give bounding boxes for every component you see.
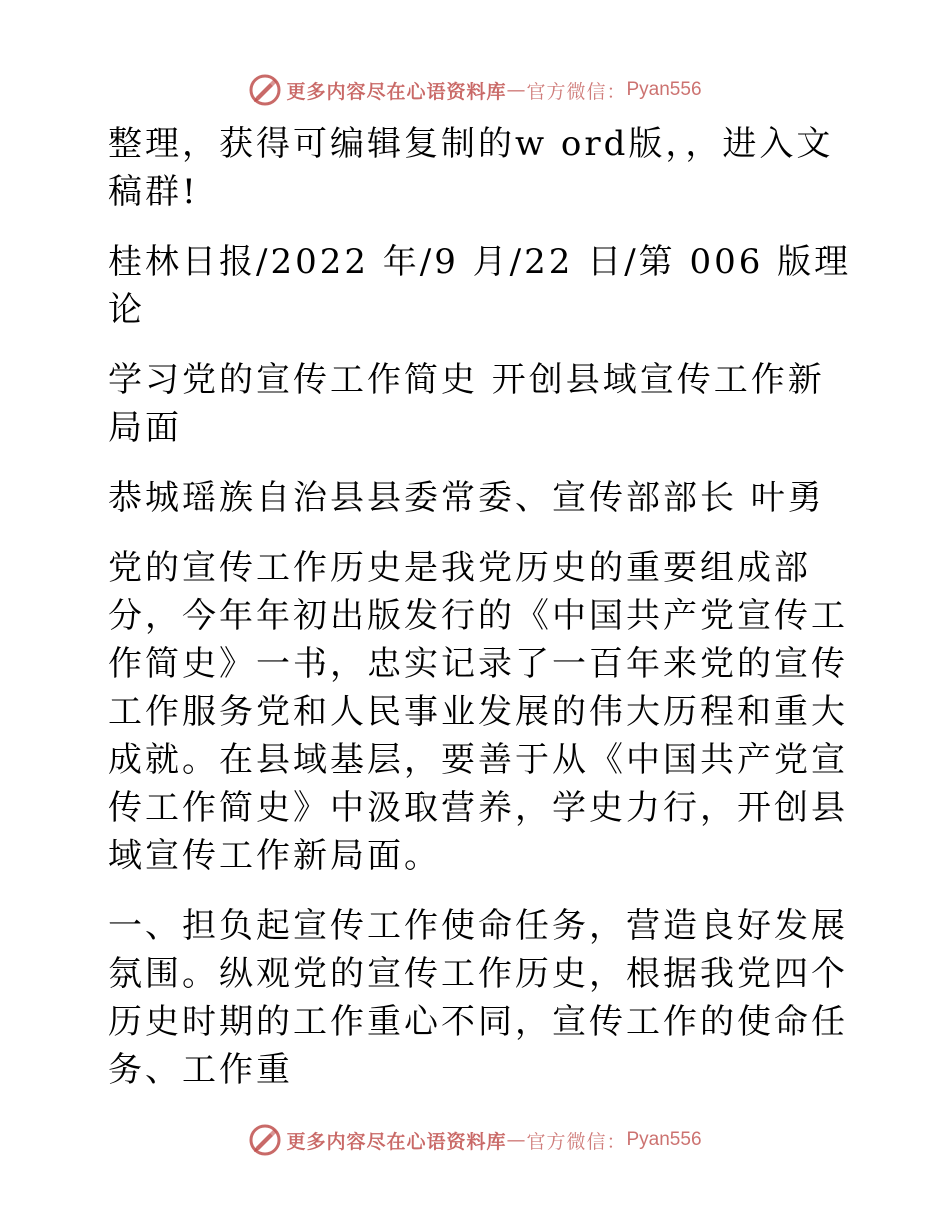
article-title: 学习党的宣传工作简史 开创县域宣传工作新局面 [108,360,825,448]
banner-separator: — [506,79,527,101]
banner-wechat-label: 官方微信： [526,1130,627,1153]
banner-wechat-label: 官方微信： [526,80,627,103]
document-body [96,120,856,1116]
paragraph-section-one: 一、担负起宣传工作使命任务，营造良好发展氛围。纵观党的宣传工作历史，根据我党四个历史时期的工作重心不同，宣传工作的使命任务、工作重 [108,906,848,1090]
intro-line: 整理，获得可编辑复制的w ord版，，进入文稿群! [108,124,834,212]
banner-main-text: 更多内容尽在心语资料库 [286,80,507,103]
banner-main-text: 更多内容尽在心语资料库 [286,1130,507,1153]
paragraph-intro: 党的宣传工作历史是我党历史的重要组成部分，今年年初出版发行的《中国共产党宣传工作简史》一书，忠实记录了一百年来党的宣传工作服务党和人民事业发展的伟大历程和重大成就。在县域基层，要善于从《中国共产党宣传工作简史》中汲取营养，学史力行，开创县域宣传工作新局面。 [108,548,848,876]
article-author: 恭城瑶族自治县县委常委、宣传部部长 叶勇 [108,478,825,518]
banner-wechat-id: Pyan556 [626,1129,702,1150]
pen-logo-icon [248,1123,282,1157]
footer-watermark-banner [0,1120,950,1160]
pen-logo-icon [248,73,282,107]
source-line: 桂林日报/2022 年/9 月/22 日/第 006 版理论 [108,242,852,330]
banner-wechat-id: Pyan556 [626,79,702,100]
header-watermark-banner [0,70,950,110]
banner-separator: — [506,1129,527,1151]
